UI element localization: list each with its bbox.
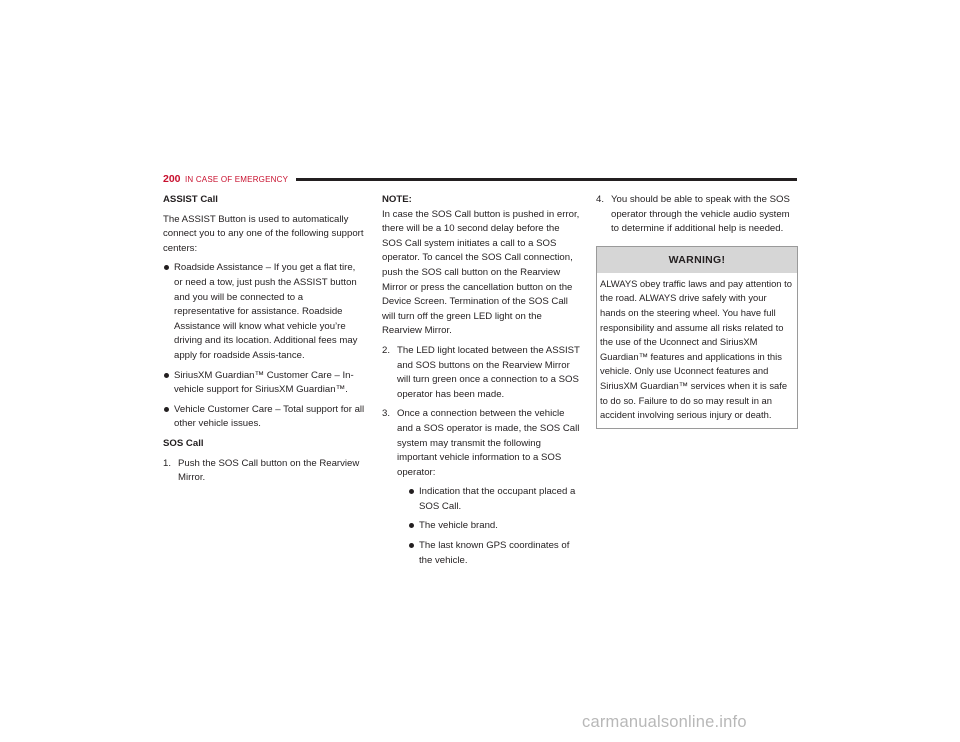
column-left bbox=[163, 193, 365, 491]
step-number: 2. bbox=[382, 344, 391, 356]
transmitted-info-list bbox=[408, 485, 582, 568]
column-right bbox=[596, 193, 798, 429]
watermark: carmanualsonline.info bbox=[582, 713, 747, 731]
sos-steps-middle bbox=[382, 344, 582, 568]
sos-step-2 bbox=[382, 344, 582, 402]
list-item: Vehicle Customer Care – Total support for all other vehicle issues. bbox=[163, 403, 365, 432]
step-text: Once a connection between the vehicle and a SOS operator is made, the SOS Call system may transmit the following important vehicle information to a SOS operator: bbox=[397, 408, 580, 478]
sos-steps-start bbox=[163, 457, 365, 486]
step-number: 1. bbox=[163, 457, 172, 469]
sos-steps-end bbox=[596, 193, 798, 237]
warning-title: WARNING! bbox=[597, 247, 797, 273]
column-middle bbox=[382, 193, 582, 573]
list-item: SiriusXM Guardian™ Customer Care – In-vehicle support for SiriusXM Guardian™. bbox=[163, 369, 365, 398]
sos-step-4 bbox=[596, 193, 798, 237]
sos-step-3 bbox=[382, 407, 582, 568]
step-text: The LED light located between the ASSIST and SOS buttons on the Rearview Mirror will turn green once a connection to a SOS operator has been made. bbox=[397, 344, 580, 400]
warning-box bbox=[596, 246, 798, 429]
step-text: You should be able to speak with the SOS operator through the vehicle audio system to determine if additional help is needed. bbox=[611, 194, 790, 235]
assist-call-heading: ASSIST Call bbox=[163, 194, 218, 205]
list-item: Indication that the occupant placed a SOS Call. bbox=[408, 485, 582, 514]
page-number: 200 bbox=[163, 173, 181, 185]
header-rule bbox=[296, 178, 797, 181]
list-item: The last known GPS coordinates of the vehicle. bbox=[408, 539, 582, 568]
note-label: NOTE: bbox=[382, 194, 412, 205]
assist-call-intro: The ASSIST Button is used to automatically connect you to any one of the following support centers: bbox=[163, 213, 364, 254]
page-header bbox=[163, 172, 797, 186]
sos-call-heading: SOS Call bbox=[163, 437, 204, 449]
list-item: The vehicle brand. bbox=[408, 519, 582, 534]
warning-text: ALWAYS obey traffic laws and pay attention to the road. ALWAYS drive safely with your hands on the steering wheel. You have full responsibility and assume all risks related to the use of the Uconnect and SiriusXM Guardian™ features and applications in this vehicle. Only use Uconnect features and SiriusXM Guardian™ services when it is safe to do so. Failure to do so may result in an accident involving serious injury or death. bbox=[600, 277, 792, 421]
step-number: 4. bbox=[596, 194, 605, 205]
support-centers-list bbox=[163, 261, 365, 432]
list-item: Roadside Assistance – If you get a flat tire, or need a tow, just push the ASSIST button and you will be connected to a representative for assistance. Roadside Assistance will know what vehicle you’re driving and its location. Additional fees may apply for roadside Assis-tance. bbox=[163, 261, 365, 363]
section-title: IN CASE OF EMERGENCY bbox=[185, 175, 289, 184]
note-text: In case the SOS Call button is pushed in error, there will be a 10 second delay before the SOS Call system initiates a call to a SOS operator. To cancel the SOS Call connection, push the SOS call button on the Rearview Mirror or press the cancellation button on the Device Screen. Termination of the SOS Call will turn off the green LED light on the Rearview Mirror. bbox=[382, 208, 580, 337]
sos-step-1 bbox=[163, 457, 365, 486]
step-text: Push the SOS Call button on the Rearview Mirror. bbox=[178, 457, 360, 484]
step-number: 3. bbox=[382, 408, 391, 420]
